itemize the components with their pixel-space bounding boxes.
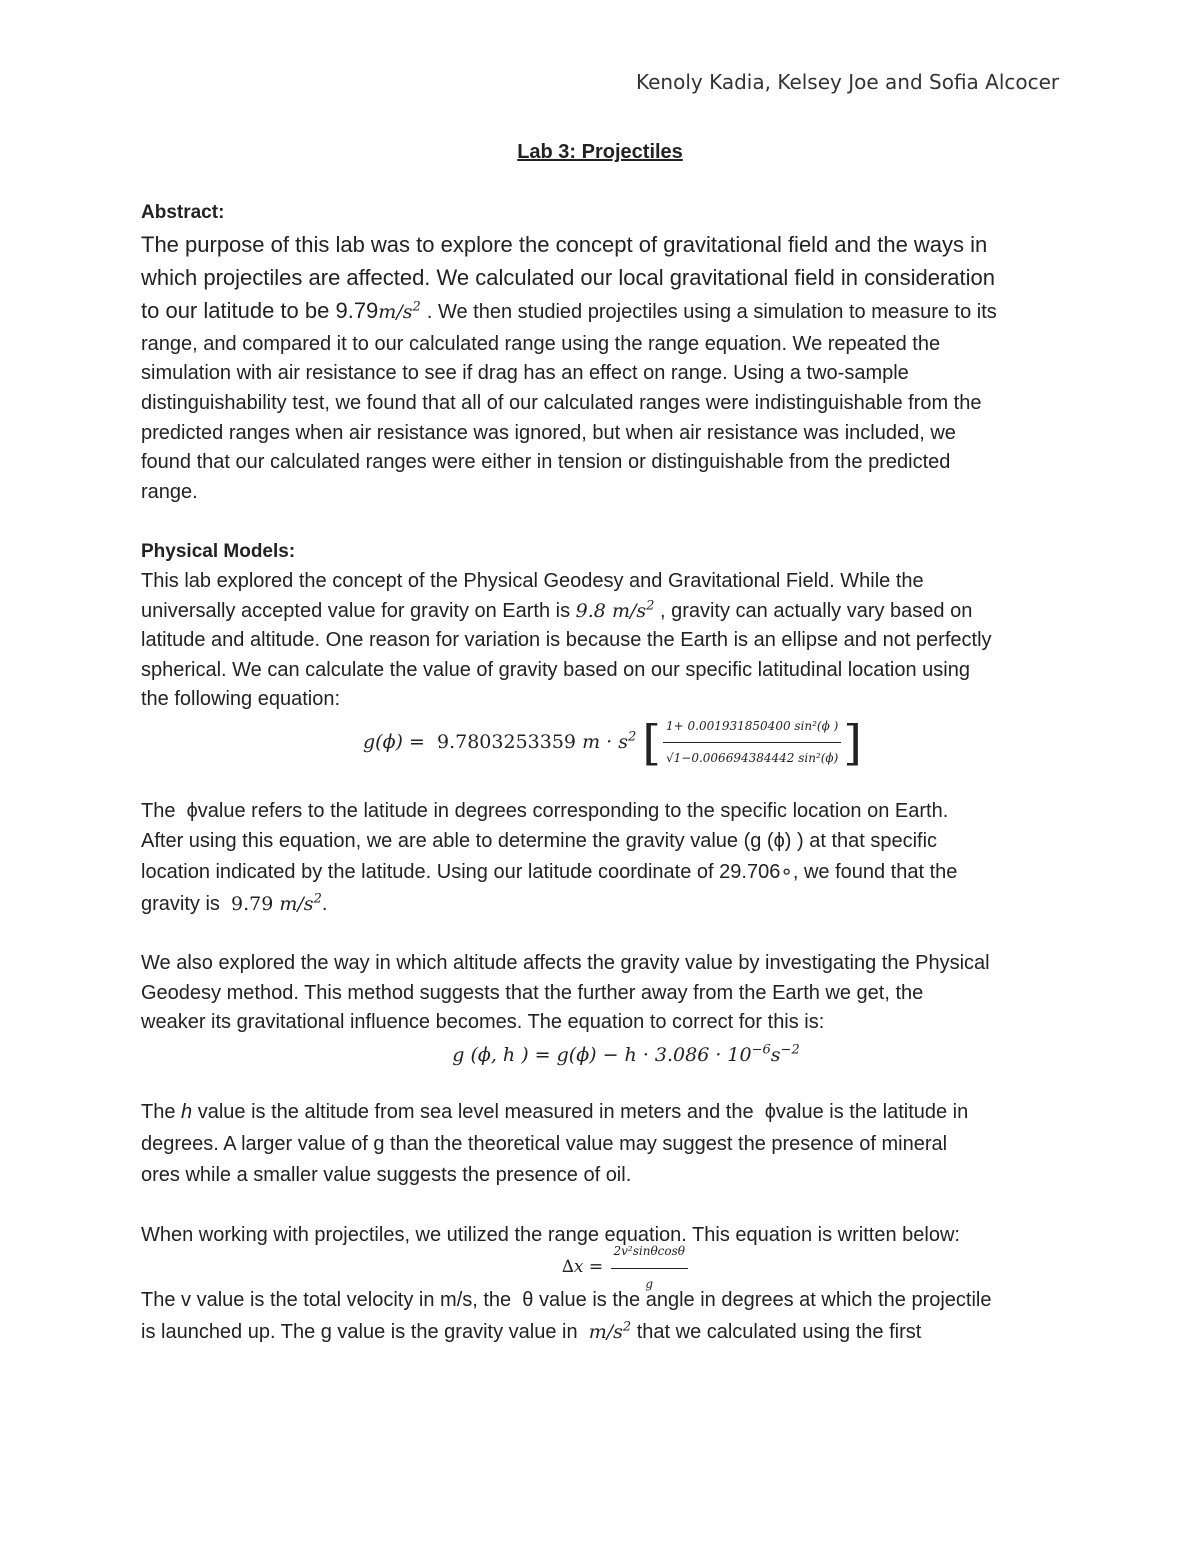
physical-models-heading: Physical Models: [141, 541, 296, 563]
range-equation: ∆x = $\frac{\text{2v²sinθcosθ}}{g}$ [141, 1250, 1071, 1286]
models-line: The v value is the total velocity in m/s, the θ value is the angle in degrees at which the projectile [141, 1289, 992, 1312]
models-line: We also explored the way in which altitude affects the gravity value by investigating the Physical [141, 952, 990, 975]
gravity-value: 9.8 $m/s^2$ [575, 598, 655, 622]
models-line: The h value is the altitude from sea level measured in meters and the ϕvalue is the latitude in [141, 1100, 969, 1123]
abstract-line: simulation with air resistance to see if drag has an effect on range. Using a two-sample [141, 362, 909, 385]
abstract-text: to our latitude to be 9.79 [141, 298, 379, 324]
models-line: Geodesy method. This method suggests that the further away from the Earth we get, the [141, 981, 924, 1004]
abstract-line: which projectiles are affected. We calculated our local gravitational field in consideration [141, 265, 995, 290]
document-body [141, 198, 1071, 1349]
page-title: Lab 3: Projectiles [517, 141, 683, 163]
models-line: location indicated by the latitude. Using our latitude coordinate of 29.706∘, we found that the [141, 861, 958, 884]
altitude-correction-equation: g (ϕ, h ) = $g(\phi) - h \cdot 3.086 \cdot 10^{-6}s^{-2}$ [452, 1042, 800, 1066]
equation-fraction: $\frac{\text{1+ 0.001931850400 sin²(ϕ )}}{\text{√1−0.006694384442 sin²(ϕ)}}$ [663, 712, 841, 774]
models-line: degrees. A larger value of g than the theoretical value may suggest the presence of mineral [141, 1132, 948, 1155]
models-line: This lab explored the concept of the Physical Geodesy and Gravitational Field. While the [141, 569, 924, 592]
models-line: weaker its gravitational influence becomes. The equation to correct for this is: [141, 1011, 825, 1034]
models-line: is launched up. The g value is the gravity value in $m/s^2$ that we calculated using the first [141, 1319, 922, 1343]
models-line: After using this equation, we are able to determine the gravity value (g (ϕ) ) at that specific [141, 829, 938, 852]
abstract-heading: Abstract: [141, 202, 225, 223]
models-line: When working with projectiles, we utilized the range equation. This equation is written below: [141, 1223, 960, 1246]
unit-ms2: $m/s^2$ [378, 300, 421, 324]
models-line: gravity is 9.79 $m/s^2$. [141, 891, 328, 915]
author-line: Kenoly Kadia, Kelsey Joe and Sofia Alcocer [636, 70, 1060, 94]
abstract-line: found that our calculated ranges were either in tension or distinguishable from the predicted [141, 451, 951, 474]
abstract-text: . We then studied projectiles using a simulation to measure to its [426, 301, 997, 324]
models-line: The ϕvalue refers to the latitude in degrees corresponding to the specific location on Earth. [141, 799, 949, 822]
abstract-line [141, 294, 1071, 329]
models-line: the following equation: [141, 688, 341, 711]
models-line: ores while a smaller value suggests the presence of oil. [141, 1163, 632, 1186]
abstract-line: distinguishability test, we found that all of our calculated ranges were indistinguishable from the [141, 392, 982, 414]
equation-fraction: $\frac{\text{2v²sinθcosθ}}{g}$ [611, 1237, 689, 1299]
abstract-line: The purpose of this lab was to explore the concept of gravitational field and the ways in [141, 231, 988, 257]
models-line: spherical. We can calculate the value of gravity based on our specific latitudinal location using [141, 658, 970, 681]
abstract-line: range. [141, 480, 198, 503]
gravity-latitude-equation: g(ϕ) = 9.7803253359 $m \cdot s^2$ [ $\frac{\text{1+ 0.001931850400 sin²(ϕ )}}{\text{√1−0.006694384442 sin²(ϕ)}}$ ] [363, 715, 1071, 771]
abstract-line: predicted ranges when air resistance was ignored, but when air resistance was included, we [141, 421, 956, 444]
models-line: universally accepted value for gravity on Earth is 9.8 $m/s^2$ , gravity can actually vary based on [141, 598, 973, 622]
abstract-line: range, and compared it to our calculated range using the range equation. We repeated the [141, 332, 941, 355]
models-line: latitude and altitude. One reason for variation is because the Earth is an ellipse and not perfectly [141, 629, 992, 652]
